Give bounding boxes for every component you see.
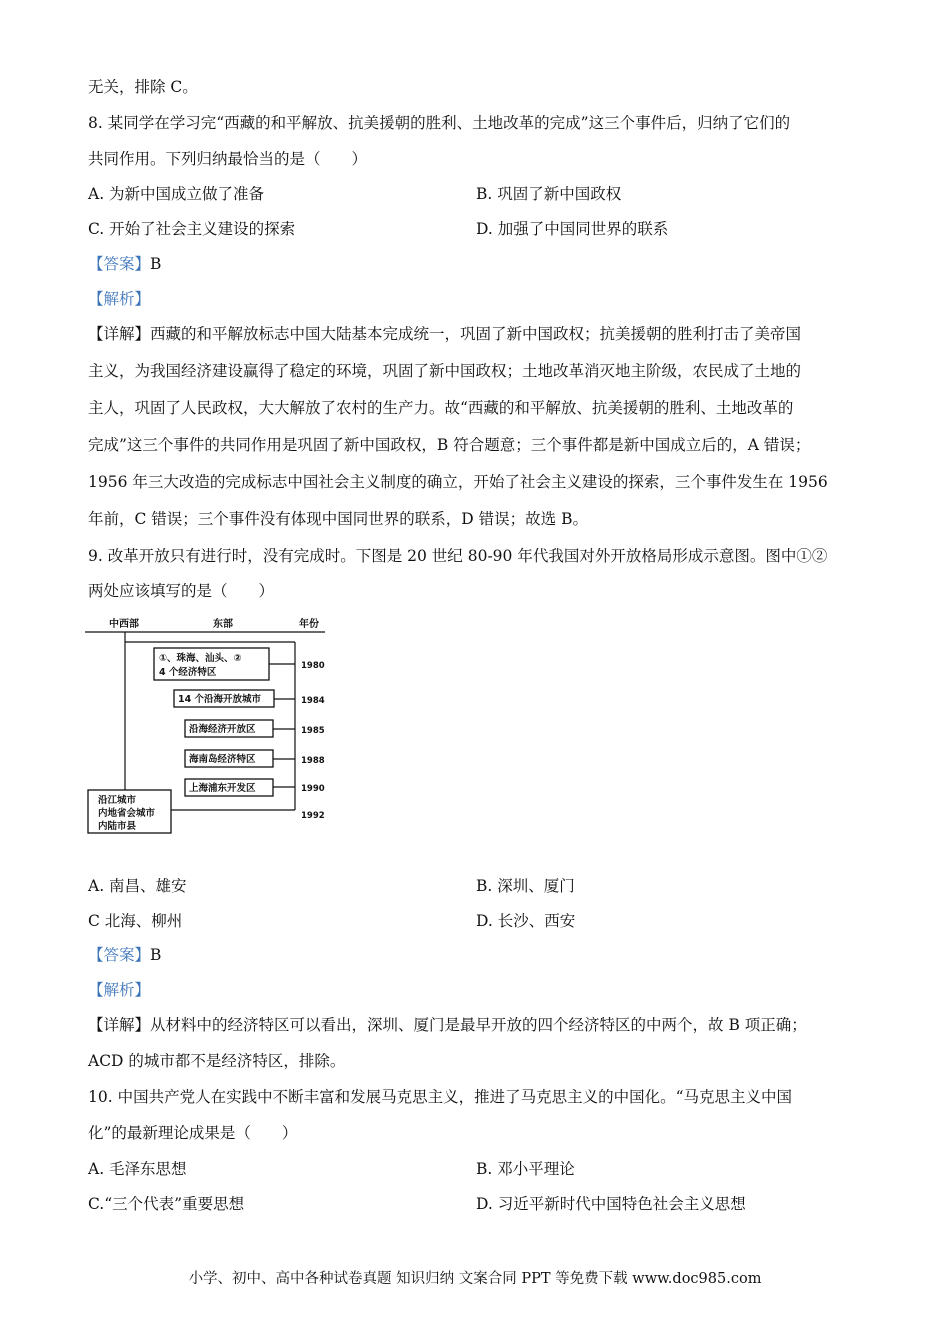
q8-explanation-6: 年前，C 错误；三个事件没有体现中国同世界的联系，D 错误；故选 B。 <box>88 510 588 528</box>
box-coastal-zone-label: 沿海经济开放区 <box>189 724 256 735</box>
answer-tag: 【答案】 <box>88 946 151 964</box>
answer-value: B <box>150 946 162 964</box>
detail-tag: 【详解】 <box>88 325 151 343</box>
q8-option-a: A. 为新中国成立做了准备 <box>88 185 265 203</box>
q9-option-a: A. 南昌、雄安 <box>88 877 187 895</box>
year-1985: 1985 <box>301 726 325 736</box>
question-9-stem-cont: 两处应该填写的是（ ） <box>88 582 275 600</box>
question-8-stem: 8. 某同学在学习完“西藏的和平解放、抗美援朝的胜利、土地改革的完成”这三个事件后，归纳了它们的 <box>88 114 791 132</box>
q8-option-d: D. 加强了中国同世界的联系 <box>476 220 669 238</box>
box-coastal-cities-label: 14 个沿海开放城市 <box>178 694 262 705</box>
q9-option-b: B. 深圳、厦门 <box>476 877 575 895</box>
header-year: 年份 <box>299 619 319 630</box>
opening-up-diagram <box>85 614 335 836</box>
year-1980: 1980 <box>301 661 325 671</box>
q10-option-d: D. 习近平新时代中国特色社会主义思想 <box>476 1195 746 1213</box>
explanation-text: 西藏的和平解放标志中国大陆基本完成统一，巩固了新中国政权；抗美援朝的胜利打击了美帝国 <box>150 325 802 343</box>
answer-tag: 【答案】 <box>88 255 151 273</box>
question-9-stem: 9. 改革开放只有进行时，没有完成时。下图是 20 世纪 80-90 年代我国对外开放格局形成示意图。图中①② <box>88 547 828 565</box>
explanation-text: 从材料中的经济特区可以看出，深圳、厦门是最早开放的四个经济特区的中两个，故 B 项正确； <box>150 1016 807 1034</box>
q10-option-a: A. 毛泽东思想 <box>88 1160 187 1178</box>
box-inland-line3: 内陆市县 <box>98 821 137 832</box>
year-1992: 1992 <box>301 811 325 821</box>
header-west: 中西部 <box>109 619 139 630</box>
q8-answer <box>88 253 161 275</box>
q9-option-d: D. 长沙、西安 <box>476 912 576 930</box>
q9-analysis-tag: 【解析】 <box>88 981 151 999</box>
box-inland-line1: 沿江城市 <box>98 795 137 806</box>
q9-explanation-2: ACD 的城市都不是经济特区，排除。 <box>88 1052 346 1070</box>
footer-url[interactable]: www.doc985.com <box>632 1271 762 1287</box>
year-1990: 1990 <box>301 784 325 794</box>
answer-value: B <box>150 255 162 273</box>
text-line: 无关，排除 C。 <box>88 78 198 96</box>
question-10-stem-cont: 化”的最新理论成果是（ ） <box>88 1124 298 1142</box>
footer-text: 小学、初中、高中各种试卷真题 知识归纳 文案合同 PPT 等免费下载 <box>188 1271 628 1287</box>
q8-option-b: B. 巩固了新中国政权 <box>476 185 622 203</box>
year-1988: 1988 <box>301 756 325 766</box>
box-hainan-label: 海南岛经济特区 <box>189 754 256 765</box>
q10-option-b: B. 邓小平理论 <box>476 1160 575 1178</box>
q8-explanation-1 <box>88 323 801 345</box>
q8-explanation-2: 主义，为我国经济建设赢得了稳定的环境，巩固了新中国政权；土地改革消灭地主阶级，农民成了土地的 <box>88 362 802 380</box>
detail-tag: 【详解】 <box>88 1016 151 1034</box>
box-inland-line2: 内地省会城市 <box>98 808 156 819</box>
q8-explanation-5: 1956 年三大改造的完成标志中国社会主义制度的确立，开始了社会主义建设的探索，三个事件发生在 1956 <box>88 473 828 491</box>
question-10-stem: 10. 中国共产党人在实践中不断丰富和发展马克思主义，推进了马克思主义的中国化。“马克思主义中国 <box>88 1088 793 1106</box>
box-special-zones-line1: ①、珠海、汕头、② <box>159 653 242 664</box>
q10-option-c: C.“三个代表”重要思想 <box>88 1195 245 1213</box>
q9-option-c: C 北海、柳州 <box>88 912 183 930</box>
q8-explanation-4: 完成”这三个事件的共同作用是巩固了新中国政权，B 符合题意；三个事件都是新中国成立后的，A 错误； <box>88 436 811 454</box>
q9-answer <box>88 944 161 966</box>
header-east: 东部 <box>213 619 233 630</box>
q8-explanation-3: 主人，巩固了人民政权，大大解放了农村的生产力。故“西藏的和平解放、抗美援朝的胜利、土地改革的 <box>88 399 794 417</box>
box-special-zones-line2: 4 个经济特区 <box>159 667 217 678</box>
page-footer <box>0 1268 950 1290</box>
year-1984: 1984 <box>301 696 325 706</box>
q9-explanation-1 <box>88 1014 807 1036</box>
box-pudong-label: 上海浦东开发区 <box>189 783 256 794</box>
q8-option-c: C. 开始了社会主义建设的探索 <box>88 220 296 238</box>
q8-analysis-tag: 【解析】 <box>88 290 151 308</box>
question-8-stem-cont: 共同作用。下列归纳最恰当的是（ ） <box>88 150 368 168</box>
